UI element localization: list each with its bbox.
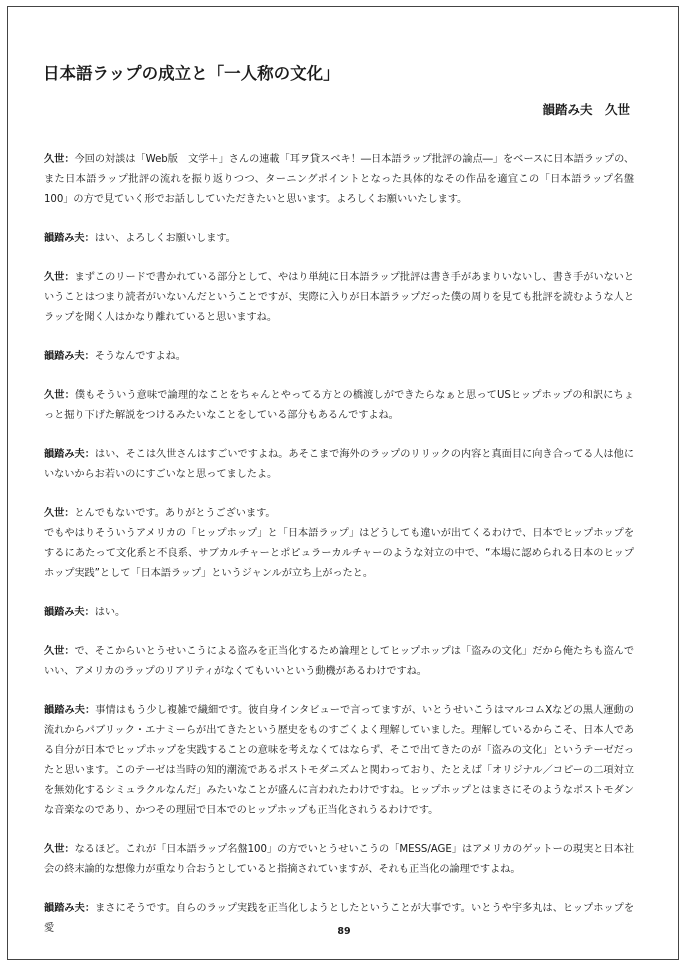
paragraph-line <box>44 347 634 367</box>
paragraph-line <box>44 504 634 524</box>
speaker-label: 久世： <box>44 844 75 855</box>
line-text: 事情はもう少し複雑で繊細です。彼自身インタビューで言ってますが、いとうせいこうはマルコムXなどの黒人運動の流れからパブリック・エナミーらが出てきたという歴史をものすごくよく理解していました。理解しているからこそ、日本人である自分が日本でヒップホップを実践することの意味を考えなくてはならず、そこで出てきたのが「盗みの文化」というテーゼだったと思います。このテーゼは当時の知的潮流であるポストモダニズムと関わっており、たとえば「オリジナル／コピーの二項対立を無効化するシミュラクルなんだ」みたいなことが盛んに言われたわけですね。ヒップホップとはまさにそのようなポストモダンな音楽なのであり、かつその理屈で日本でのヒップホップも正当化されうるわけです。 <box>44 705 635 816</box>
speaker-label: 久世： <box>44 646 75 657</box>
paragraph-line <box>44 445 634 485</box>
line-text: はい、よろしくお願いします。 <box>94 233 236 244</box>
paragraph-line <box>44 701 634 821</box>
paragraph-line <box>44 603 634 623</box>
line-text: はい。 <box>94 607 126 618</box>
speaker-label: 久世： <box>44 508 75 519</box>
dialogue-paragraph <box>44 229 634 249</box>
line-text: でもやはりそういうアメリカの「ヒップホップ」と「日本語ラップ」はどうしても違いが出てくるわけで、日本でヒップホップをするにあたって文化系と不良系、サブカルチャーとポピュラーカルチャーのような対立の中で、“本場に認められる日本のヒップホップ実践”として「日本語ラップ」というジャンルが立ち上がったと。 <box>44 528 634 579</box>
dialogue-paragraph <box>44 445 634 485</box>
speaker-label: 久世： <box>44 390 75 401</box>
line-text: そうなんですよね。 <box>94 351 186 362</box>
paragraph-line <box>44 524 634 584</box>
speaker-label: 韻踏み夫： <box>44 705 96 716</box>
dialogue-paragraph <box>44 840 634 880</box>
page-number: 89 <box>337 926 351 937</box>
paragraph-line <box>44 840 634 880</box>
line-text: まさにそうです。自らのラップ実践を正当化しようとしたということが大事です。いとうや宇多丸は、ヒップホップを愛 <box>44 903 635 934</box>
speaker-label: 韻踏み夫： <box>44 903 96 914</box>
dialogue-paragraph <box>44 150 634 210</box>
dialogue-paragraph <box>44 268 634 328</box>
paragraph-line <box>44 642 634 682</box>
paragraph-line <box>44 386 634 426</box>
speaker-label: 韻踏み夫： <box>44 351 95 362</box>
page-title: 日本語ラップの成立と「一人称の文化」 <box>43 64 340 83</box>
paragraph-line <box>44 229 634 249</box>
paragraph-line <box>44 268 634 328</box>
dialogue-paragraph <box>44 347 634 367</box>
line-text: まずこのリードで書かれている部分として、やはり単純に日本語ラップ批評は書き手があまりいないし、書き手がいないということはつまり読者がいないんだということですが、実際に入りが日本語ラップだった僕の周りを見ても批評を読むような人とラップを聞く人はかなり離れていると思いますね。 <box>44 272 634 323</box>
line-text: 僕もそういう意味で論理的なことをちゃんとやってる方との橋渡しができたらなぁと思ってUSヒップホップの和訳にちょっと掘り下げた解説をつけるみたいなことをしている部分もあるんですよね。 <box>44 390 634 421</box>
line-text: で、そこからいとうせいこうによる盗みを正当化するため論理としてヒップホップは「盗みの文化」だから俺たちも盗んでいい、アメリカのラップのリアリティがなくてもいいという動機があるわけですね。 <box>44 646 634 677</box>
line-text: 今回の対談は「Web版 文学＋」さんの連載「耳ヲ貸スベキ！―日本語ラップ批評の論点―」をベースに日本語ラップの、また日本語ラップ批評の流れを振り返りつつ、ターニングポイントとなった具体的なその作品を適宜この「日本語ラップ名盤100」の方で見ていく形でお話ししていただきたいと思います。よろしくお願いいたします。 <box>44 154 634 205</box>
dialogue-paragraph <box>44 386 634 426</box>
dialogue-paragraph <box>44 603 634 623</box>
speaker-label: 韻踏み夫： <box>44 449 95 460</box>
line-text: とんでもないです。ありがとうございます。 <box>74 508 276 519</box>
speaker-label: 韻踏み夫： <box>44 233 95 244</box>
speaker-label: 久世： <box>44 272 75 283</box>
speaker-label: 韻踏み夫： <box>44 607 95 618</box>
paragraph-line <box>44 150 634 210</box>
dialogue-paragraph <box>44 642 634 682</box>
dialogue-paragraph <box>44 504 634 584</box>
line-text: なるほど。これが「日本語ラップ名盤100」の方でいとうせいこうの「MESS/AGE」はアメリカのゲットーの現実と日本社会の終末論的な想像力が重なり合おうとしていると指摘されていますが、それも正当化の論理ですよね。 <box>44 844 634 875</box>
authors-byline: 韻踏み夫 久世 <box>542 102 630 117</box>
speaker-label: 久世： <box>44 154 75 165</box>
line-text: はい、そこは久世さんはすごいですよね。あそこまで海外のラップのリリックの内容と真面目に向き合ってる人は他にいないからお若いのにすごいなと思ってましたよ。 <box>44 449 635 480</box>
dialogue-paragraph <box>44 701 634 821</box>
